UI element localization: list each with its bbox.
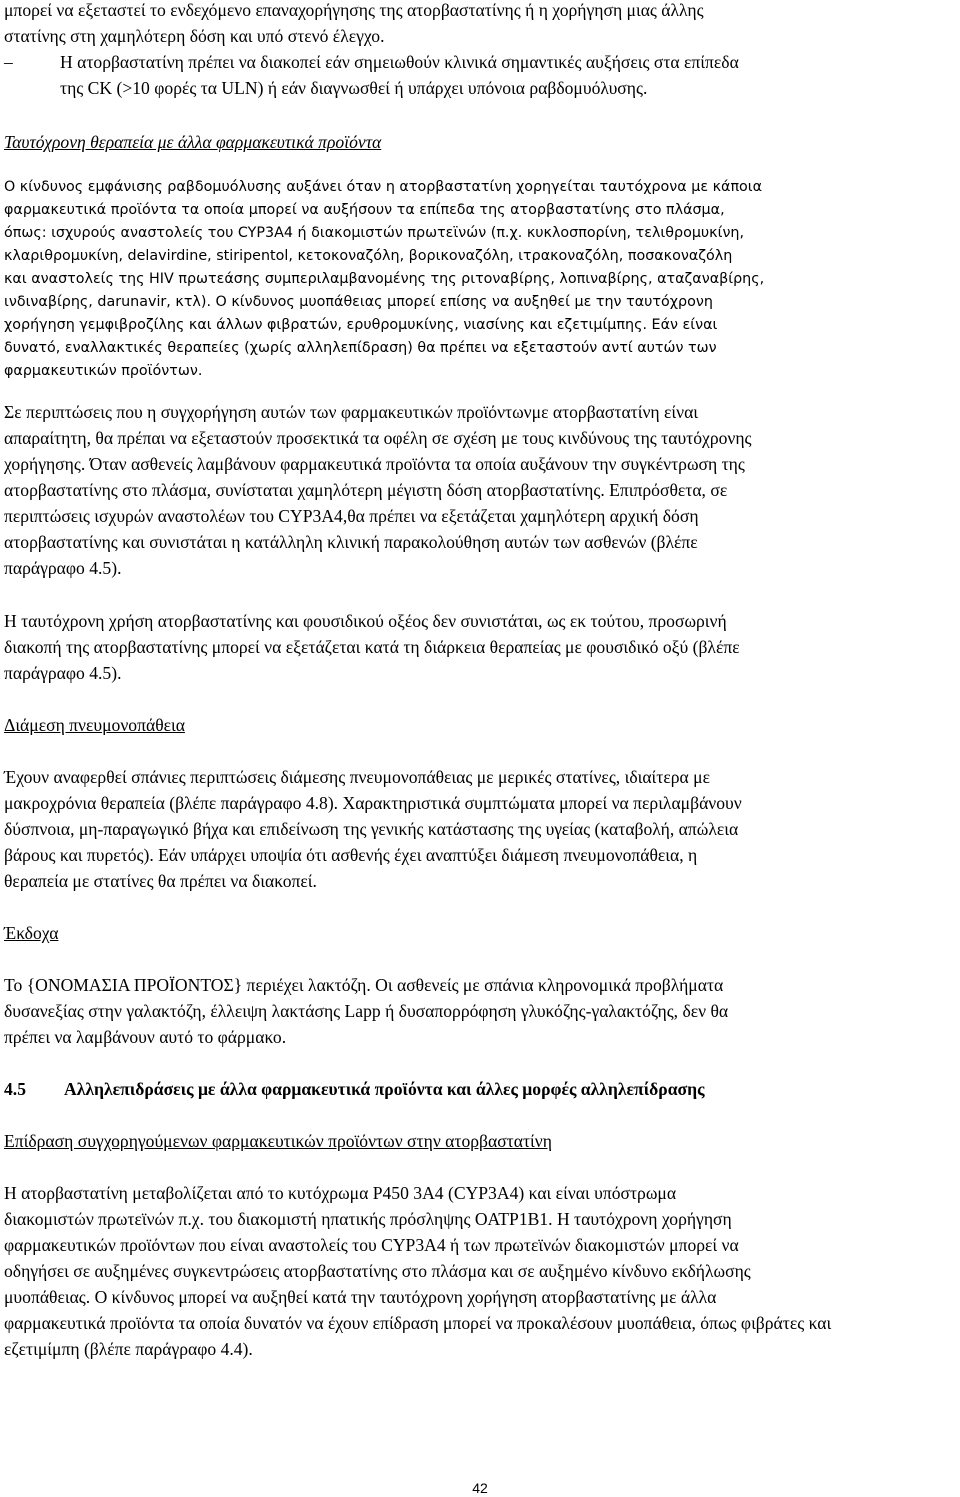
text-line: εζετιμίμπη (βλέπε παράγραφο 4.4). [4, 1339, 253, 1359]
intro-paragraph [4, 0, 956, 49]
text-line: Σε περιπτώσεις που η συγχορήγηση αυτών των φαρμακευτικών προϊόντωνμε ατορβαστατίνη είναι [4, 402, 699, 422]
text-line: χορήγηση γεμφιβροζίλης και άλλων φιβρατών, ερυθρομυκίνης, νιασίνης και εζετιμίμπης. Εάν είναι [4, 317, 718, 333]
text-line: βάρους και πυρετός). Εάν υπάρχει υποψία ότι ασθενής έχει αναπτύξει διάμεση πνευμονοπάθεια, η [4, 845, 698, 865]
text-line: στατίνης στη χαμηλότερη δόση και υπό στενό έλεγχο. [4, 26, 385, 46]
text-line: μακροχρόνια θεραπεία (βλέπε παράγραφο 4.8). Χαρακτηριστικά συμπτώματα μπορεί να περιλαμβάνουν [4, 793, 742, 813]
text-line: Η ατορβαστατίνη πρέπει να διακοπεί εάν σημειωθούν κλινικά σημαντικές αυξήσεις στα επίπεδα [60, 52, 739, 72]
coadministration-paragraph [4, 399, 956, 581]
text-line: της CK (>10 φορές τα ULN) ή εάν διαγνωσθεί ή υπάρχει υπόνοια ραβδομυόλυσης. [60, 78, 648, 98]
text-line: ατορβαστατίνης στο πλάσμα, συνίσταται χαμηλότερη μέγιστη δόση ατορβαστατίνης. Επιπρόσθετα, σε [4, 480, 728, 500]
ild-paragraph [4, 764, 956, 894]
text-line: ινδιναβίρης, darunavir, κτλ). Ο κίνδυνος μυοπάθειας μπορεί επίσης να αυξηθεί με την ταυτόχρονη [4, 294, 713, 310]
text-line: δυνατό, εναλλακτικές θεραπείες (χωρίς αλληλεπίδραση) θα πρέπει να εξεταστούν αντί αυτών των [4, 340, 717, 356]
section-heading-4-5 [4, 1076, 705, 1102]
text-line: περιπτώσεις ισχυρών αναστολέων του CYP3A4,θα πρέπει να εξετάζεται χαμηλότερη αρχική δόση [4, 506, 699, 526]
excipients-paragraph [4, 972, 956, 1050]
section-heading-concomitant: Ταυτόχρονη θεραπεία με άλλα φαρμακευτικά προϊόντα [4, 132, 382, 152]
section-number: 4.5 [4, 1079, 26, 1099]
text-line: φαρμακευτικά προϊόντα τα οποία μπορεί να αυξήσουν τα επίπεδα της ατορβαστατίνης στο πλάσμα, [4, 202, 725, 218]
text-line: δύσπνοια, μη-παραγωγικό βήχα και επιδείνωση της γενικής κατάστασης της υγείας (καταβολή, απώλεια [4, 819, 739, 839]
text-line: πρέπει να λαμβάνουν αυτό το φάρμακο. [4, 1027, 287, 1047]
dash-item-text [60, 49, 739, 101]
section-title: Αλληλεπιδράσεις με άλλα φαρμακευτικά προϊόντα και άλλες μορφές αλληλεπίδρασης [64, 1079, 705, 1099]
subsection-heading-effect: Επίδραση συγχορηγούμενων φαρμακευτικών προϊόντων στην ατορβαστατίνη [4, 1131, 552, 1151]
text-line: κλαριθρομυκίνη, delavirdine, stiripentol, κετοκοναζόλη, βορικοναζόλη, ιτρακοναζόλη, ποσακοναζόλη [4, 248, 733, 264]
section-heading-excipients: Έκδοχα [4, 923, 59, 943]
effect-paragraph [4, 1180, 956, 1362]
text-line: φαρμακευτικών προϊόντων που είναι αναστολείς του CYP3A4 ή των πρωτεϊνών διακομιστών μπορεί να [4, 1235, 739, 1255]
section-heading-ild: Διάμεση πνευμονοπάθεια [4, 715, 185, 735]
fusidic-acid-paragraph [4, 608, 956, 686]
text-line: απαραίτητη, θα πρέπαι να εξεταστούν προσεκτικά τα οφέλη σε σχέση με τους κινδύνους της ταυτόχρονης [4, 428, 752, 448]
text-line: χορήγησης. Όταν ασθενείς λαμβάνουν φαρμακευτικά προϊόντα τα οποία αυξάνουν την συγκέντρωση της [4, 454, 745, 474]
text-line: διακομιστών πρωτεϊνών π.χ. του διακομιστή ηπατικής πρόσληψης OATP1B1. Η ταυτόχρονη χορήγηση [4, 1209, 732, 1229]
text-line: οδηγήσει σε αυξημένες συγκεντρώσεις ατορβαστατίνης στο πλάσμα και σε αυξημένο κίνδυνο εκδήλωσης [4, 1261, 751, 1281]
text-line: φαρμακευτικών προϊόντων. [4, 363, 203, 379]
text-line: μυοπάθειας. Ο κίνδυνος μπορεί να αυξηθεί κατά την ταυτόχρονη χορήγηση ατορβαστατίνης με άλλα [4, 1287, 717, 1307]
concomitant-paragraph [4, 176, 956, 383]
text-line: Η ατορβαστατίνη μεταβολίζεται από το κυτόχρωμα P450 3A4 (CYP3A4) και είναι υπόστρωμα [4, 1183, 677, 1203]
text-line: Έχουν αναφερθεί σπάνιες περιπτώσεις διάμεσης πνευμονοπάθειας με μερικές στατίνες, ιδιαίτερα με [4, 767, 710, 787]
text-line: φαρμακευτικά προϊόντα τα οποία δυνατόν να έχουν επίδραση μπορεί να προκαλέσουν μυοπάθεια, όπως φιβράτες και [4, 1313, 832, 1333]
text-line: μπορεί να εξεταστεί το ενδεχόμενο επαναχορήγησης της ατορβαστατίνης ή η χορήγηση μιας άλλης [4, 0, 704, 20]
text-line: διακοπή της ατορβαστατίνης μπορεί να εξετάζεται κατά τη διάρκεια θεραπείας με φουσιδικό οξύ (βλέπε [4, 637, 740, 657]
text-line: όπως: ισχυρούς αναστολείς του CYP3A4 ή διακομιστών πρωτεϊνών (π.χ. κυκλοσπορίνη, τελιθρομυκίνη, [4, 225, 745, 241]
text-line: παράγραφο 4.5). [4, 558, 122, 578]
dash-bullet: – [4, 52, 13, 72]
page-number: 42 [472, 1480, 488, 1496]
text-line: δυσανεξίας στην γαλακτόζη, έλλειψη λακτάσης Lapp ή δυσαπορρόφηση γλυκόζης-γαλακτόζης, δεν θα [4, 1001, 729, 1021]
text-line: θεραπεία με στατίνες θα πρέπει να διακοπεί. [4, 871, 317, 891]
text-line: και αναστολείς της HIV πρωτεάσης συμπεριλαμβανομένης της ριτοναβίρης, λοπιναβίρης, αταζαναβίρης, [4, 271, 765, 287]
text-line: Το {ΟΝΟΜΑΣΙΑ ΠΡΟΪΟΝΤΟΣ} περιέχει λακτόζη. Οι ασθενείς με σπάνια κληρονομικά προβλήματα [4, 975, 724, 995]
text-line: Ο κίνδυνος εμφάνισης ραβδομυόλυσης αυξάνει όταν η ατορβαστατίνη χορηγείται ταυτόχρονα με κάποια [4, 179, 763, 195]
text-line: Η ταυτόχρονη χρήση ατορβαστατίνης και φουσιδικού οξέος δεν συνιστάται, ως εκ τούτου, προσωρινή [4, 611, 727, 631]
text-line: ατορβαστατίνης και συνιστάται η κατάλληλη κλινική παρακολούθηση αυτών των ασθενών (βλέπε [4, 532, 698, 552]
text-line: παράγραφο 4.5). [4, 663, 122, 683]
